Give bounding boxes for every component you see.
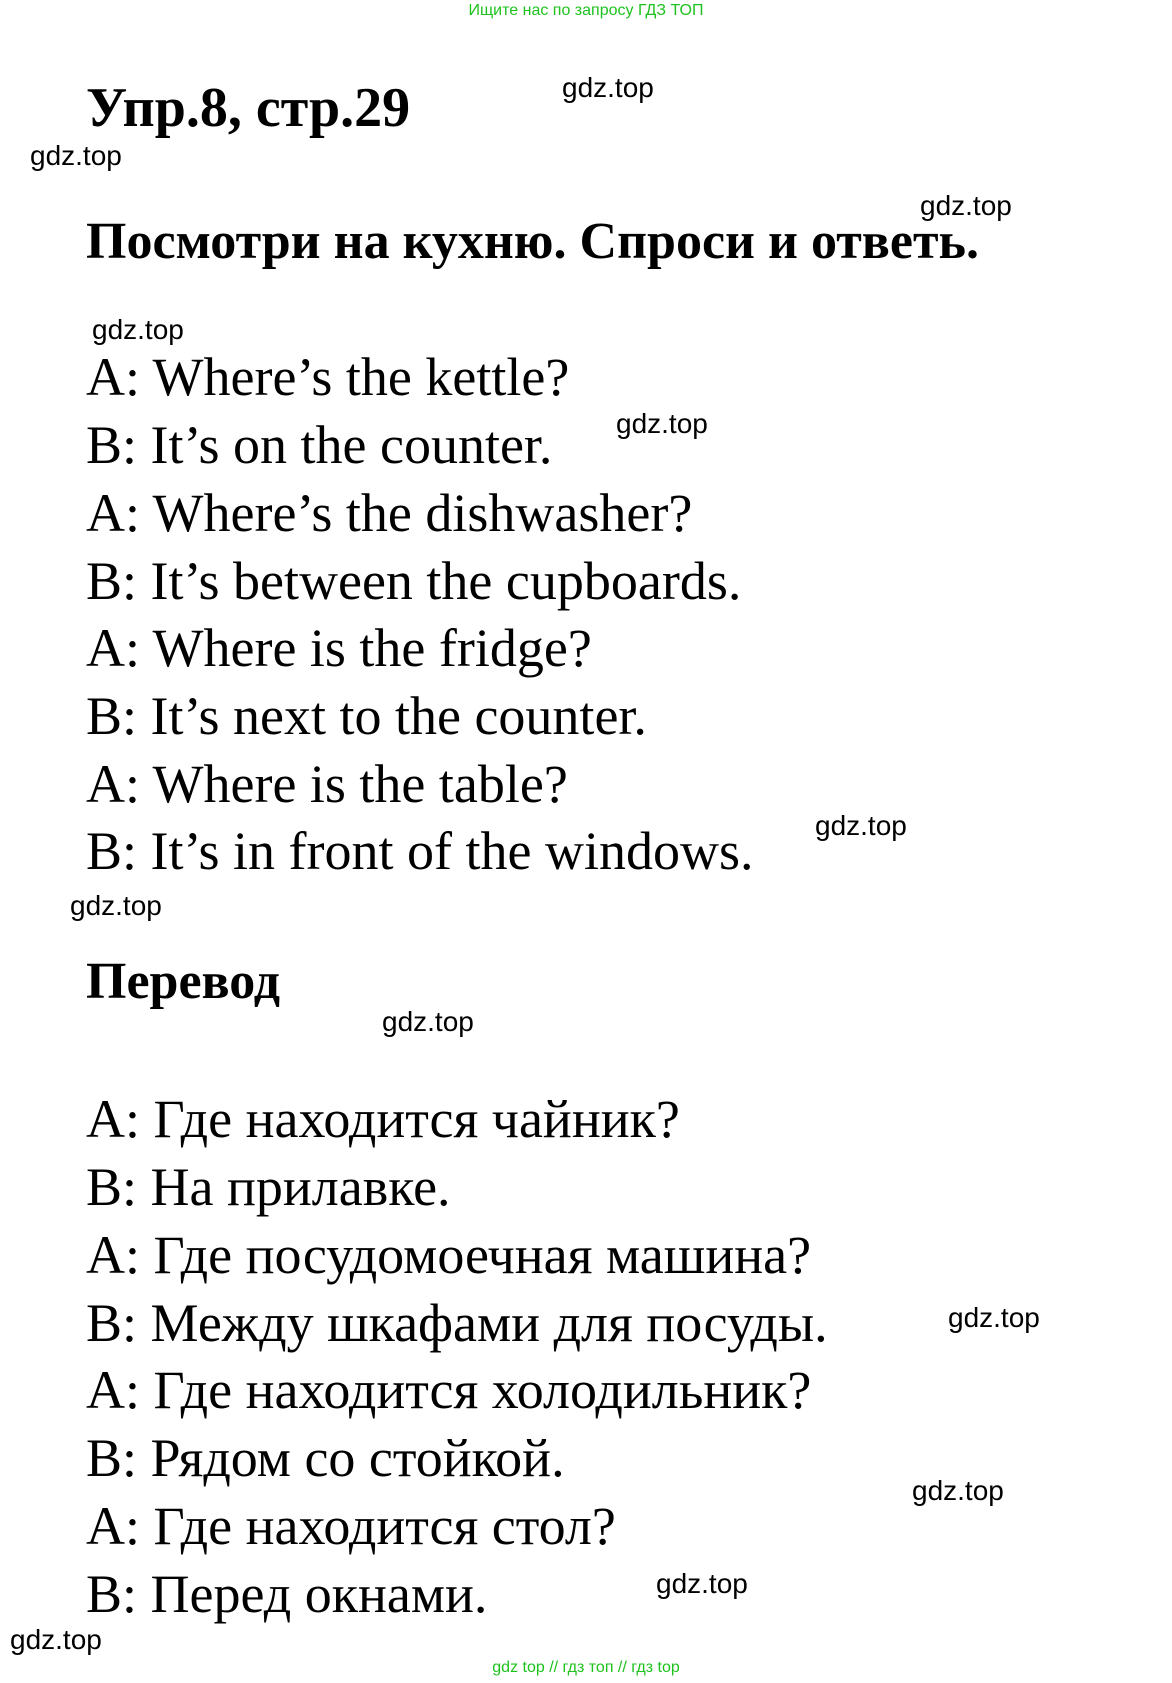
translation-line: B: Рядом со стойкой. (86, 1428, 565, 1488)
footer: gdz top // гдз топ // гдз top (492, 1659, 680, 1676)
translation-line: A: Где находится чайник? (86, 1089, 680, 1149)
dialogue-line: A: Where is the table? (86, 754, 568, 814)
top-banner: Ищите нас по запросу ГДЗ ТОП (468, 2, 704, 19)
watermark: gdz.top (562, 72, 654, 103)
watermark: gdz.top (912, 1475, 1004, 1506)
translation-line: B: Между шкафами для посуды. (86, 1293, 828, 1353)
watermark: gdz.top (815, 810, 907, 841)
exercise-title: Упр.8, стр.29 (86, 77, 411, 139)
dialogue-line: A: Where is the fridge? (86, 618, 592, 678)
translation-line: A: Где находится холодильник? (86, 1360, 812, 1420)
dialogue-line: B: It’s on the counter. (86, 415, 553, 475)
dialogue-line: B: It’s next to the counter. (86, 686, 647, 746)
watermark: gdz.top (92, 314, 184, 345)
dialogue-line: A: Where’s the kettle? (86, 347, 570, 407)
translation-line: A: Где посудомоечная машина? (86, 1225, 812, 1285)
translation-line: B: Перед окнами. (86, 1564, 488, 1624)
translation-heading: Перевод (86, 953, 281, 1010)
task-instruction: Посмотри на кухню. Спроси и ответь. (86, 213, 980, 270)
dialogue-line: B: It’s in front of the windows. (86, 821, 754, 881)
watermark: gdz.top (10, 1624, 102, 1655)
watermark: gdz.top (616, 408, 708, 439)
watermark: gdz.top (30, 140, 122, 171)
dialogue-line: B: It’s between the cupboards. (86, 551, 742, 611)
dialogue-line: A: Where’s the dishwasher? (86, 483, 693, 543)
watermark: gdz.top (920, 190, 1012, 221)
translation-line: A: Где находится стол? (86, 1496, 616, 1556)
watermark: gdz.top (382, 1006, 474, 1037)
watermark: gdz.top (948, 1302, 1040, 1333)
translation-line: B: На прилавке. (86, 1157, 451, 1217)
watermark: gdz.top (656, 1568, 748, 1599)
watermark: gdz.top (70, 890, 162, 921)
